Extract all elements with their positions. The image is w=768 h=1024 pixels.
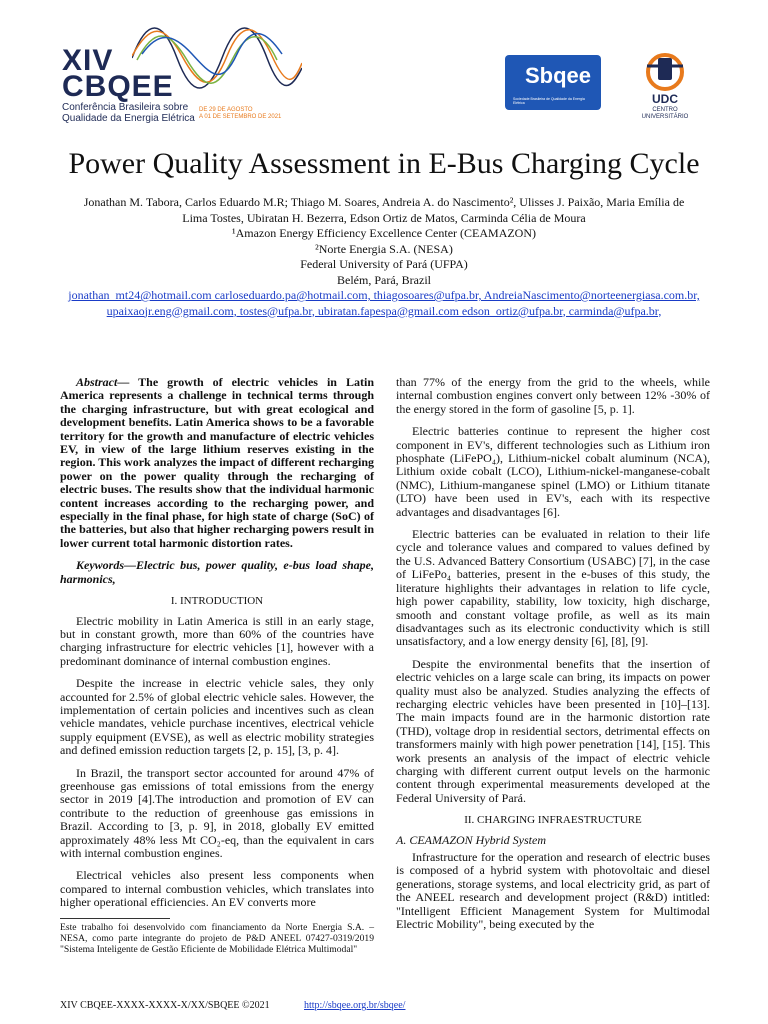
udc-wordmark: UDC bbox=[652, 92, 678, 106]
author-block bbox=[60, 195, 708, 319]
conference-dates bbox=[199, 107, 309, 121]
sbqee-wordmark: Sbqee bbox=[525, 63, 592, 88]
authors-line2: Lima Tostes, Ubiratan H. Bezerra, Edson Ortiz de Matos, Carminda Célia de Moura bbox=[182, 210, 586, 225]
email-links-2[interactable]: upaixaojr.eng@gmail.com, tostes@ufpa.br, ubiratan.fapespa@gmail.com edson_ortiz@ufpa.br, carminda@ufpa.br, bbox=[106, 303, 662, 318]
conf-name-line2: Qualidade da Energia Elétrica bbox=[62, 113, 195, 124]
affiliation-3: Federal University of Pará (UFPA) bbox=[300, 257, 468, 271]
intro-paragraph-3: In Brazil, the transport sector accounted for around 47% of greenhouse gas emissions of total emissions from the energy sector in 2019 [4].The introduction and promotion of EV can contribute to the reduction of greenhouse gas emissions in Brazil. According to [3, p. 9], in 2018, globally EV emitted approximately 48% less Mt CO₂-eq, than the equivalent in cars with internal combustion engines. bbox=[60, 765, 374, 860]
intro-paragraph-7: Despite the environmental benefits that the insertion of electric vehicles on a large scale can bring, its impacts on power quality must also be analyzed. Studies analyzing the effects of recharging electric vehicles have been presented in [10]–[13]. The main impacts found are in the harmonic distortion rate (THD), voltage drop in residential sectors, detrimental effects on transformers mainly with high power penetration [14], [15]. This work presents an analysis of the impact of electric vehicle charging with different current output levels on the harmonic content through experimental measurements developed at the Federal University of Pará. bbox=[396, 656, 710, 805]
affiliation-4: Belém, Pará, Brazil bbox=[337, 272, 431, 287]
conf-name-line1: Conferência Brasileira sobre bbox=[62, 102, 189, 113]
intro-paragraph-2: Despite the increase in electric vehicle sales, they only accounted for 2.5% of global electric vehicle sales. However, the implementation of certain policies and incentives such as clean vehicle mandates, vehicle purchase incentives, electrical vehicle supply equipment (EVSE), as well as electric mobility strategies and defined emission reduction targets [2, p. 15], [3, p. 4]. bbox=[60, 676, 374, 758]
conf-date-line2: A 01 DE SETEMBRO DE 2021 bbox=[199, 114, 282, 120]
affiliation-2: ²Norte Energia S.A. (NESA) bbox=[315, 241, 453, 256]
footer-link[interactable]: http://sbqee.org.br/sbqee/ bbox=[304, 1000, 406, 1011]
conf-acronym: CBQEE bbox=[62, 70, 174, 103]
udc-logo bbox=[625, 52, 705, 122]
udc-subtitle bbox=[625, 107, 705, 121]
left-column bbox=[60, 376, 374, 919]
intro-paragraph-4-cont: than 77% of the energy from the grid to the wheels, while internal combustion engines convert only between 12% -30% of the energy stored in the form of gasoline [5, p. 1]. bbox=[396, 375, 710, 416]
conf-roman: XIV bbox=[62, 44, 114, 77]
intro-paragraph-5: Electric batteries continue to represent the higher cost component in EV's, different technologies such as Lithium iron phosphate (LiFePO₄), Lithium-nickel cobalt aluminum (NCA), Lithium oxide cobalt (LCO), Lithium-nickel-manganese-cobalt (NMC), Lithium-manganese spinel (LMO) or Lithium titanate (LTO) have been used in EV's, each with its respective advantages and disadvantages [6]. bbox=[396, 424, 710, 519]
paper-title: Power Quality Assessment in E-Bus Charging Cycle bbox=[68, 147, 700, 180]
udc-sub-line2: UNIVERSITÁRIO bbox=[641, 114, 689, 120]
sbqee-tagline: Sociedade Brasileira de Qualidade da Energia Elétrica bbox=[513, 97, 585, 105]
abstract-label: Abstract— bbox=[76, 375, 130, 389]
conference-name bbox=[62, 102, 202, 124]
conference-acronym bbox=[62, 44, 174, 103]
intro-paragraph-6: Electric batteries can be evaluated in relation to their life cycle and tolerance values and compared to values defined by the U.S. Advanced Battery Consortium (USABC) [7], in the case of LiFePo₄ batteries, present in the e-buses of this study, the literature highlights their advantages in relation to life cycle, high power capability, stability, low toxicity, high discharge, smooth and constant voltage profile, as well as its main disadvantages such as its electronic conductivity which is still unsatisfactory, and a low energy density [6], [8], [9]. bbox=[396, 527, 710, 649]
section-heading-introduction: I. INTRODUCTION bbox=[170, 595, 264, 608]
page-header bbox=[0, 0, 768, 135]
footnote-divider bbox=[60, 918, 170, 919]
udc-sub-line1: CENTRO bbox=[652, 107, 678, 113]
abstract-text: The growth of electric vehicles in Latin America represents a challenge in technical terms through the charging infrastructure, but with great ecological and development benefits. Latin America shows to be a favorable territory for the growth and manufacture of electric vehicles EV, in view of the large lithium reserves existing in the region. This work analyzes the impact of different recharging power on the power quality through the recharging of electric buses. The results show that the individual harmonic content increases according to the recharging power, and especially in the final phase, for high state of charge (SoC) of the batteries, but also that higher recharging powers result in lower current total harmonic distortion rates. bbox=[60, 375, 374, 550]
authors-line1: Jonathan M. Tabora, Carlos Eduardo M.R; Thiago M. Soares, Andreia A. do Nascimento², Ulisses J. Paixão, Maria Emília de bbox=[83, 195, 685, 209]
keywords: Keywords—Electric bus, power quality, e-bus load shape, harmonics, bbox=[60, 558, 374, 586]
udc-emblem-icon bbox=[625, 52, 705, 92]
charging-paragraph-1: Infrastructure for the operation and research of electric buses is composed of a hybrid system with photovoltaic and diesel generations, storage systems, and local electricity grid, as part of the ANEEL research and development project (R&D) intitled: "Intelligent Efficient Management System for Multimodal Electric Mobility", being executed by the bbox=[396, 850, 710, 932]
funding-footnote: Este trabalho foi desenvolvido com financiamento da Norte Energia S.A. – NESA, como parte integrante do projeto de P&D ANEEL 07427-0319/2019 "Sistema Inteligente de Gestão Eficiente de Mobilidade Elétrica Multimodal" bbox=[60, 922, 374, 955]
cbqee-logo bbox=[62, 18, 302, 128]
affiliation-1: ¹Amazon Energy Efficiency Excellence Center (CEAMAZON) bbox=[231, 226, 537, 240]
intro-paragraph-4: Electrical vehicles also present less components when compared to internal combustion vehicles, which translates into higher operational efficiencies. An EV converts more bbox=[60, 868, 374, 910]
intro-paragraph-1: Electric mobility in Latin America is still in an early stage, but in constant growth, more than 60% of the countries have charging infrastructure for electric vehicles [1], however with a predominant dominance of internal combustion engines. bbox=[60, 613, 374, 668]
sbqee-logo bbox=[505, 55, 601, 110]
email-links-1[interactable]: jonathan_mt24@hotmail.com carloseduardo.pa@hotmail.com, thiagosoares@ufpa.br, AndreiaNascimento@norteenergiasa.com.br, bbox=[68, 288, 700, 302]
section-heading-charging: II. CHARGING INFRAESTRUCTURE bbox=[464, 814, 642, 827]
subsection-heading-hybrid: A. CEAMAZON Hybrid System bbox=[396, 832, 546, 847]
conf-date-line1: DE 29 DE AGOSTO bbox=[199, 107, 253, 113]
right-column bbox=[396, 376, 710, 940]
footer-identifier: XIV CBQEE-XXXX-XXXX-X/XX/SBQEE ©2021 bbox=[60, 1000, 270, 1011]
abstract bbox=[60, 376, 374, 550]
